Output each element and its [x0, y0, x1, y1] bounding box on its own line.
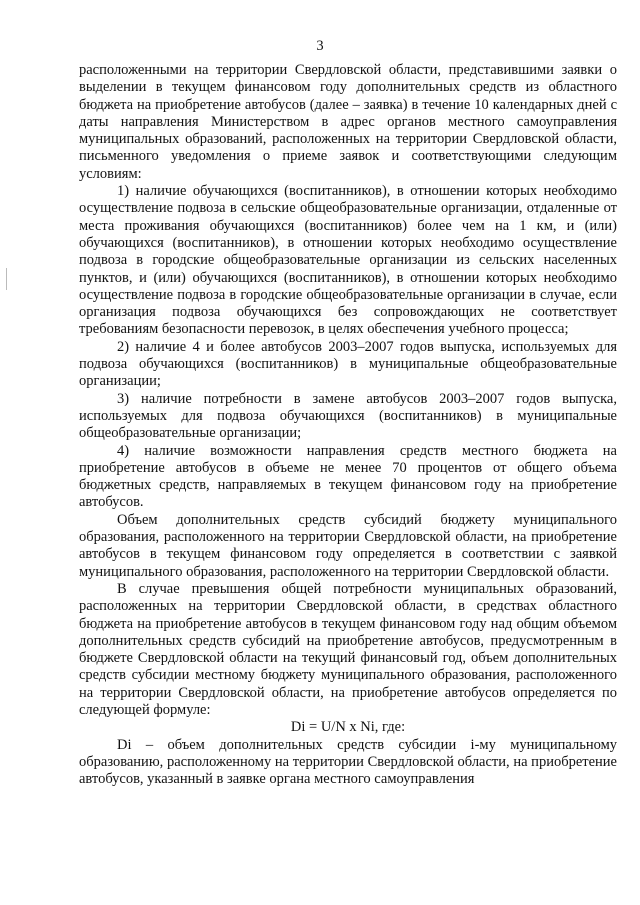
paragraph-intro-continuation: расположенными на территории Свердловской области, представившими заявки о выделении в текущем финансовом году дополнительных средств из областного бюджета на приобретение автобусов (далее – заявка) в течение 10 календарных дней с даты направления Министерством в адрес органов местного самоуправления муниципальных образований, расположенных на территории Свердловской области, письменного уведомления о приеме заявок и соответствующими следующим условиям:: [79, 62, 617, 182]
paragraph-excess-demand: В случае превышения общей потребности муниципальных образований, расположенных на территории Свердловской области, в средствах областного бюджета на приобретение автобусов в текущем финансовом году над общим объемом дополнительных средств субсидий на приобретение автобусов, предусмотренным в бюджете Свердловской области на текущий финансовый год, объем дополнительных средств субсидии местному бюджету муниципального образования, расположенного на территории Свердловской области, на приобретение автобусов определяется по следующей формуле:: [79, 580, 617, 718]
page-number: 3: [316, 38, 324, 54]
paragraph-condition-4: 4) наличие возможности направления средств местного бюджета на приобретение автобусов в объеме не менее 70 процентов от общего объема бюджетных средств, направляемых в текущем финансовом году на приобретение автобусов.: [79, 442, 617, 511]
formula: Di = U/N x Ni, где:: [290, 719, 406, 736]
paragraph-definition-di: Di – объем дополнительных средств субсидии i-му муниципальному образованию, расположенному на территории Свердловской области, на приобретение автобусов, указанный в заявке органа местного самоуправления: [79, 736, 617, 788]
document-body: [79, 62, 617, 788]
paragraph-condition-1: 1) наличие обучающихся (воспитанников), в отношении которых необходимо осуществление подвоза в сельские общеобразовательные организации, отдаленные от места проживания обучающихся (воспитанников) более чем на 1 км, и (или) обучающихся (воспитанников), в отношении которых необходимо осуществление подвоза в городские общеобразовательные организации из сельских населенных пунктов, и (или) обучающихся (воспитанников), в отношении которых необходимо осуществление подвоза в городские общеобразовательные организации в случае, если организация подвоза обучающихся без сопровождающих не соответствует требованиям безопасности перевозок, в целях обеспечения учебного процесса;: [79, 183, 617, 338]
paragraph-condition-2: 2) наличие 4 и более автобусов 2003–2007 годов выпуска, используемых для подвоза обучающихся (воспитанников) в муниципальные общеобразовательные организации;: [79, 338, 617, 390]
paragraph-condition-3: 3) наличие потребности в замене автобусов 2003–2007 годов выпуска, используемых для подвоза обучающихся (воспитанников) в муниципальные общеобразовательные организации;: [79, 390, 617, 442]
paragraph-subsidy-volume: Объем дополнительных средств субсидий бюджету муниципального образования, расположенного на территории Свердловской области, на приобретение автобусов в текущем финансовом году определяется в соответствии с заявкой муниципального образования, расположенного на территории Свердловской области.: [79, 511, 617, 580]
margin-mark: [6, 268, 7, 290]
